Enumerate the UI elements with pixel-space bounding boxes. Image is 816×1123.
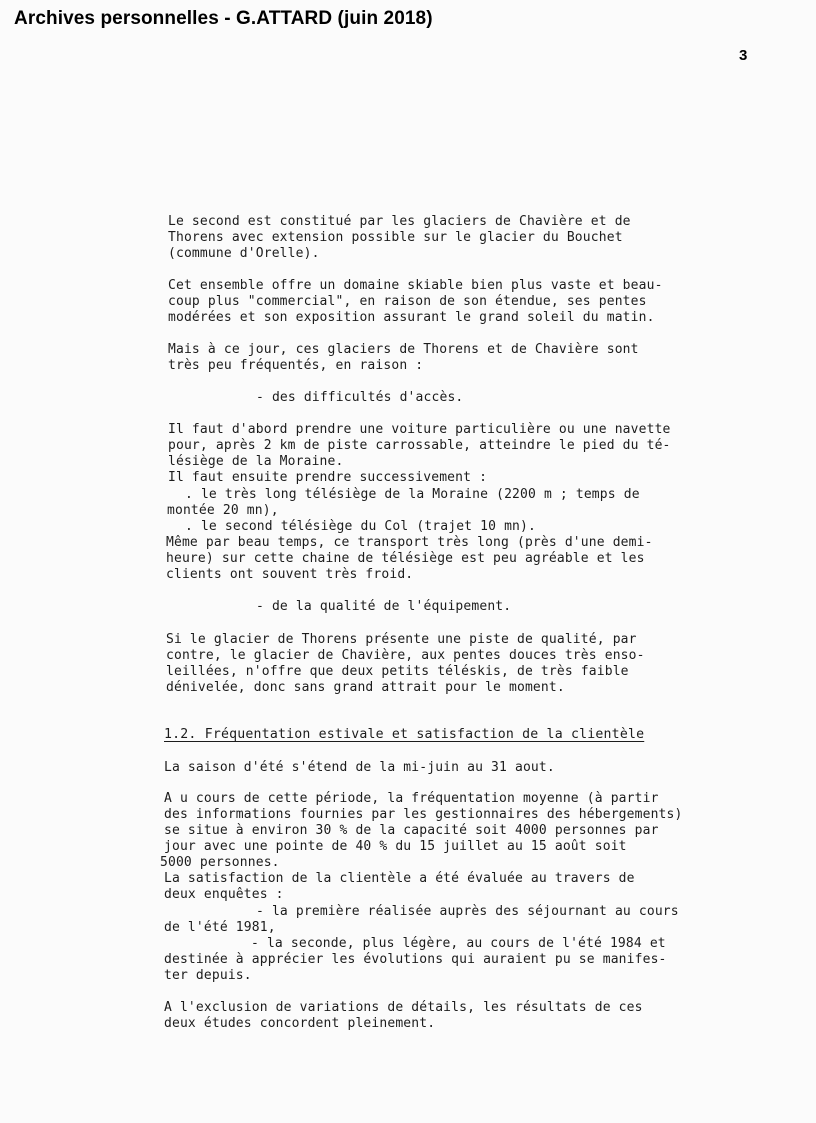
text-line: Cet ensemble offre un domaine skiable bien plus vaste et beau- (168, 278, 663, 293)
text-line: Il faut ensuite prendre successivement : (168, 470, 488, 485)
text-line: très peu fréquentés, en raison : (168, 358, 424, 373)
text-line: contre, le glacier de Chavière, aux pentes douces très enso- (166, 648, 645, 663)
text-line: . le très long télésiège de la Moraine (2200 m ; temps de (185, 487, 640, 502)
text-line: - la seconde, plus légère, au cours de l'été 1984 et (251, 936, 666, 951)
text-line: dénivelée, donc sans grand attrait pour le moment. (166, 680, 565, 695)
text-line: . le second télésiège du Col (trajet 10 mn). (185, 519, 536, 534)
text-line: leillées, n'offre que deux petits téléskis, de très faible (166, 664, 629, 679)
text-line: Mais à ce jour, ces glaciers de Thorens et de Chavière sont (168, 342, 639, 357)
subheading-equipment: - de la qualité de l'équipement. (256, 599, 512, 614)
text-line: Thorens avec extension possible sur le glacier du Bouchet (168, 230, 623, 245)
text-line: de l'été 1981, (164, 920, 276, 935)
text-line: A u cours de cette période, la fréquentation moyenne (à partir (164, 791, 659, 806)
text-line: pour, après 2 km de piste carrossable, atteindre le pied du té- (168, 438, 671, 453)
text-line: Le second est constitué par les glaciers de Chavière et de (168, 214, 631, 229)
text-line: heure) sur cette chaine de télésiège est peu agréable et les (166, 551, 645, 566)
page-header-title: Archives personnelles - G.ATTARD (juin 2018) (14, 8, 433, 29)
text-line: modérées et son exposition assurant le grand soleil du matin. (168, 310, 655, 325)
text-line: lésiège de la Moraine. (168, 454, 344, 469)
text-line: Il faut d'abord prendre une voiture particulière ou une navette (168, 422, 671, 437)
page-number: 3 (739, 47, 748, 64)
text-line: Même par beau temps, ce transport très long (près d'une demi- (166, 535, 653, 550)
text-line: 5000 personnes. (160, 855, 280, 870)
text-line: (commune d'Orelle). (168, 246, 320, 261)
text-line: des informations fournies par les gestionnaires des hébergements) (164, 807, 683, 822)
text-line: - la première réalisée auprès des séjournant au cours (256, 904, 679, 919)
text-line: jour avec une pointe de 40 % du 15 juillet au 15 août soit (164, 839, 627, 854)
text-line: se situe à environ 30 % de la capacité soit 4000 personnes par (164, 823, 659, 838)
text-line: clients ont souvent très froid. (166, 567, 414, 582)
text-line: La saison d'été s'étend de la mi-juin au 31 aout. (164, 760, 555, 775)
text-line: deux études concordent pleinement. (164, 1016, 436, 1031)
text-line: destinée à apprécier les évolutions qui auraient pu se manifes- (164, 952, 667, 967)
text-line: ter depuis. (164, 968, 252, 983)
text-line: deux enquêtes : (164, 887, 284, 902)
text-line: A l'exclusion de variations de détails, les résultats de ces (164, 1000, 643, 1015)
text-line: montée 20 mn), (167, 503, 279, 518)
text-line: coup plus "commercial", en raison de son étendue, ses pentes (168, 294, 647, 309)
text-line: La satisfaction de la clientèle a été évaluée au travers de (164, 871, 635, 886)
text-line: Si le glacier de Thorens présente une piste de qualité, par (166, 632, 637, 647)
section-heading: 1.2. Fréquentation estivale et satisfaction de la clientèle (164, 727, 645, 742)
subheading-access: - des difficultés d'accès. (256, 390, 464, 405)
